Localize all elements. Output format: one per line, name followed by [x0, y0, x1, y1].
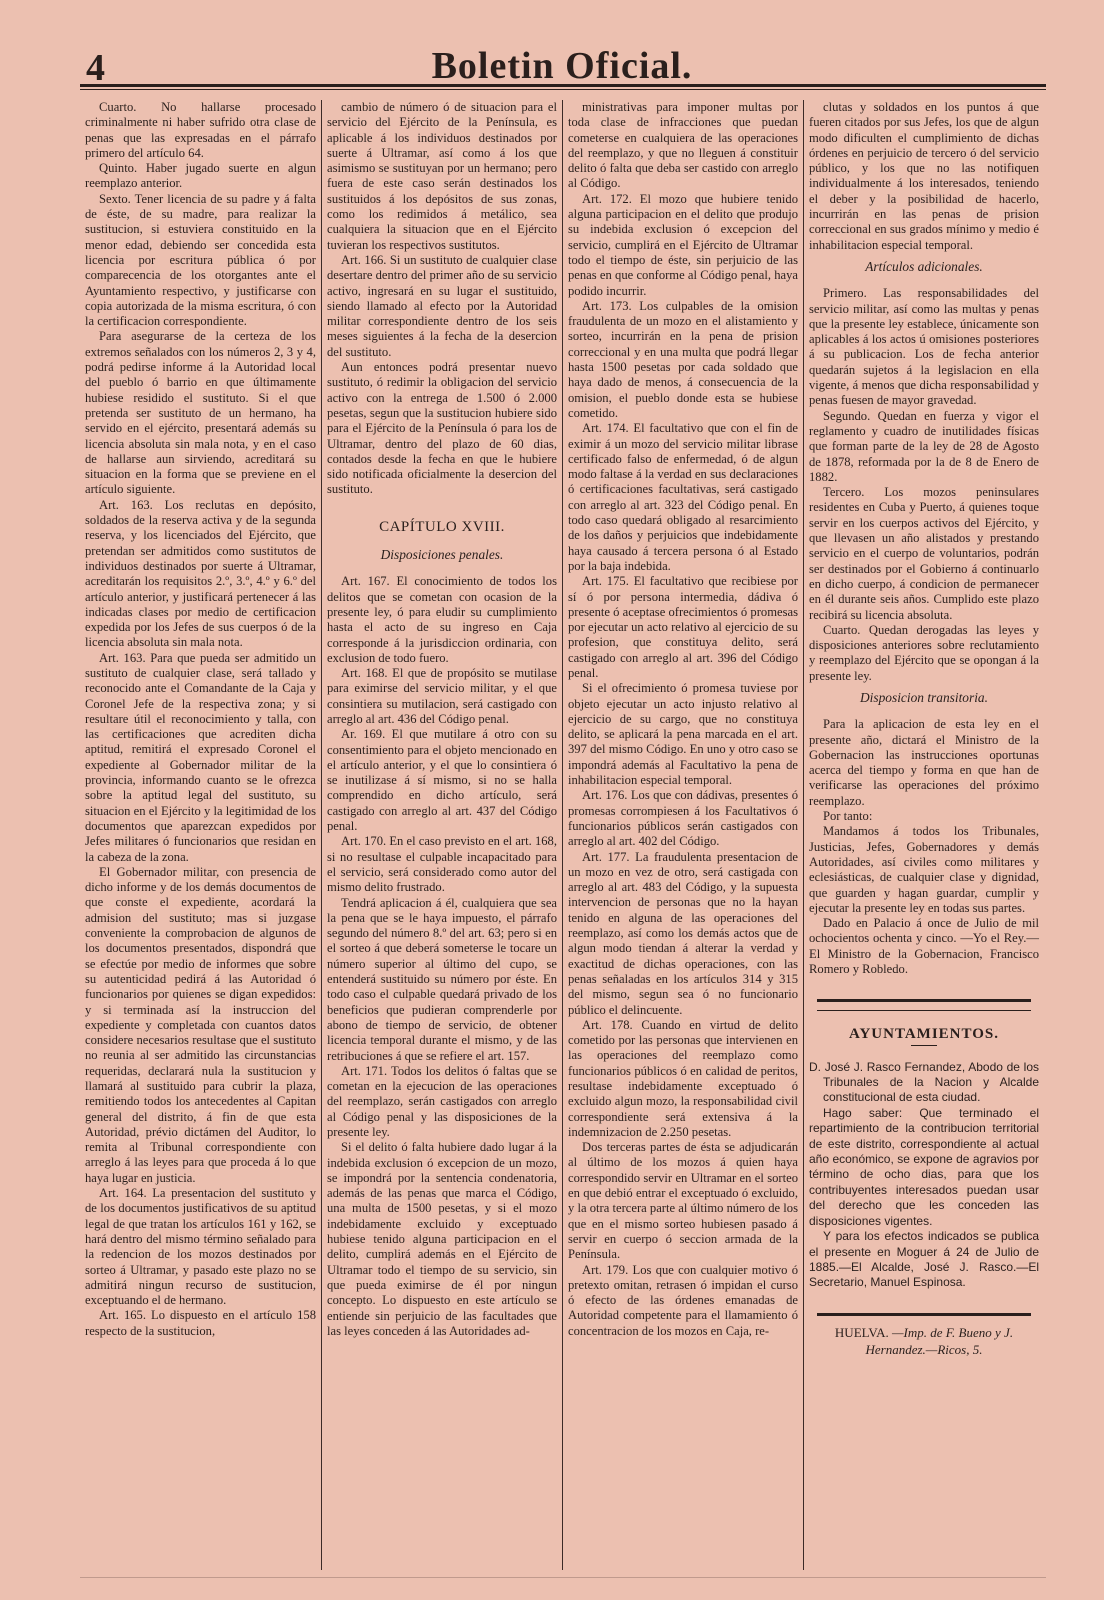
- paragraph: Art. 179. Los que con cualquier motivo ó pretexto omitan, retrasen ó impidan el curso ó efecto de las órdenes emanadas de Autoridad competente para el llamamiento ó concentracion de los mozos en Caja, re-: [568, 1262, 798, 1338]
- paragraph: Art. 163. Para que pueda ser admitido un sustituto de cualquier clase, será tallado y reconocido ante el Comandante de la Caja y Coronel Jefe de la respectiva zona; y si resultare útil el reconocimiento y talla, con las certificaciones que acrediten dicha aptitud, remitirá el expresado Coronel el expediente al Gobernador militar de la provincia, informando cuanto se le ofrezca sobre la aptitud legal del sustituto, su situacion en el Ejército y la legitimidad de los documentos que aparezcan expedidos por Jefes militares ó funcionarios que residan en la cabeza de la zona.: [85, 650, 316, 864]
- edict-paragraph: Hago saber: Que terminado el repartimiento de la contribucion territorial de este distrito, correspondiente al actual año económico, se expone de agravios por término de ocho dias, para que los contribuyentes interesados puedan usar del derecho que les conceden las disposiciones vigentes.: [809, 1105, 1039, 1228]
- paragraph: Por tanto:: [823, 809, 873, 824]
- imprint-text: —Imp. de F. Bueno y J. Hernandez.—Ricos, 5.: [865, 1324, 1014, 1357]
- paragraph: Art. 170. En el caso previsto en el art. 168, si no resultase el culpable incapacitado para el servicio, será considerado como autor del mismo delito frustrado.: [327, 834, 557, 895]
- header-rule: [80, 84, 1046, 87]
- paragraph: Para la aplicacion de esta ley en el presente año, dictará el Ministro de la Gobernacion las instrucciones oportunas acerca del tiempo y forma en que han de verificarse las operaciones del próximo reemplazo.: [809, 717, 1039, 808]
- paragraph: Cuarto. Quedan derogadas las leyes y disposiciones anteriores sobre reclutamiento y reemplazo del Ejército que se opongan á la presente ley.: [809, 622, 1039, 683]
- page-bottom-edge: [80, 1577, 1046, 1578]
- paragraph: Art. 168. El que de propósito se mutilase para eximirse del servicio militar, y el que consintiera su mutilacion, será castigado con arreglo al art. 436 del Código penal.: [327, 666, 557, 726]
- paragraph: Art. 172. El mozo que hubiere tenido alguna participacion en el delito que produjo su indebida exclusion ó excepcion del servicio, cumplirá en el Ejército de Ultramar todo el tiempo de éste, sin perjuicio de las penas en que conforme al Código penal, haya podido incurrir.: [568, 191, 798, 298]
- paragraph: Dos terceras partes de ésta se adjudicarán al último de los mozos á quien haya correspondido servir en Ultramar en el sorteo en que debió entrar el exceptuado ó excluido, y la otra tercera parte al último número de los que en el mismo sorteo hubiesen pasado á servir en cuerpo ó seccion armada de la Península.: [568, 1140, 798, 1262]
- paragraph: Art. 177. La fraudulenta presentacion de un mozo en vez de otro, será castigada con arreglo al art. 483 del Código, y la supuesta intervencion de personas que no la hayan tenido en alguna de las operaciones del reemplazo, así como los demás actos que de algun modo tiendan á alterar la verdad y exactitud de dichas operaciones, con las penas señaladas en los artículos 314 y 315 del mismo, segun sea ó no funcionario público el delincuente.: [568, 849, 798, 1017]
- paragraph: Primero. Las responsabilidades del servicio militar, así como las multas y penas que la presente ley establece, únicamente son aplicables á los actos ú omisiones posteriores á su publicacion. Los de fecha anterior quedarán sujetos á la legislacion en ella vigente, á menos que dicha responsabilidad y penas fuesen de mayor gravedad.: [809, 286, 1039, 408]
- heading-underline: [911, 1045, 937, 1046]
- section-divider-thin: [817, 1010, 1031, 1011]
- paragraph: Tercero. Los mozos peninsulares residentes en Cuba y Puerto, á quienes toque servir en los cuerpos activos del Ejército, y que llevasen un año alistados y prestando servicio en el cuerpo de voluntarios, podrán ser destinados por el Gobierno á continuarlo en dicho cuerpo, á condicion de permanecer en él durante seis años. Cumplido este plazo recibirá su licencia absoluta.: [809, 485, 1039, 622]
- column-2: [321, 100, 562, 1570]
- paragraph: Tendrá aplicacion á él, cualquiera que sea la pena que se le haya impuesto, el párrafo segundo del número 8.º del art. 63; pero si en el sorteo á que deberá someterse le tocare un número superior al último del cupo, se entenderá sustituido su número por éste. En todo caso el culpable quedará privado de los beneficios que pudieran comprenderle por abono de tiempo de servicio, de obtener licencia temporal durante el mismo, y de las retribuciones á que se refiere el art. 157.: [327, 895, 557, 1063]
- paragraph: cambio de número ó de situacion para el servicio del Ejército de la Península, es aplicable á los individuos destinados por suerte á Ultramar, así como á los que asimismo se sustituyan por un hermano; pero fuera de este caso serán destinados los sustituidos á los depósitos de sus zonas, como los redimidos á metálico, sea cualquiera la situacion que en el Ejército tuvieran los respectivos sustitutos.: [327, 100, 557, 252]
- paragraph: ministrativas para imponer multas por toda clase de infracciones que puedan cometerse en cualquiera de las operaciones del reemplazo, y que no lleguen á constituir delito ó falta que deba ser castido con arreglo al Código.: [568, 100, 798, 191]
- paragraph: Art. 173. Los culpables de la omision fraudulenta de un mozo en el alistamiento y sorteo, incurrirán en la pena de prision correccional y en una multa que podrá llegar hasta 1500 pesetas por cada soldado que haya dado de menos, á consecuencia de la omision, el pueblo donde esta se hubiese cometido.: [568, 298, 798, 420]
- paragraph: Cuarto. No hallarse procesado criminalmente ni haber sufrido otra clase de penas que las expresadas en el párrafo primero del artículo 64.: [85, 100, 316, 160]
- paragraph: Art. 164. La presentacion del sustituto y de los documentos justificativos de su aptitud legal de que tratan los artículos 161 y 162, se hará dentro del mismo término señalado para la redencion de los mozos destinados por sorteo á Ultramar, y pasado este plazo no se admitirá ningun recurso de sustitucion, exceptuando el de hermano.: [85, 1186, 316, 1308]
- chapter-subheading: Disposiciones penales.: [380, 547, 504, 563]
- transitory-heading: Disposicion transitoria.: [860, 689, 988, 705]
- imprint-city: HUELVA.: [834, 1324, 889, 1340]
- column-3: [562, 100, 803, 1570]
- paragraph: Art. 174. El facultativo que con el fin de eximir á un mozo del servicio militar librase certificado falso de enfermedad, ó de algun modo faltase á la verdad en sus declaraciones ó certificaciones facultativas, será castigado con arreglo al art. 323 del Código penal. En todo caso quedará obligado al resarcimiento de los daños y perjuicios que indebidamente haya causado á tercera persona ó al Estado por la baja indebida.: [568, 421, 798, 573]
- imprint: [809, 1324, 1039, 1358]
- paragraph: Para asegurarse de la certeza de los extremos señalados con los números 2, 3 y 4, podrá pedirse informe á la Autoridad local del pueblo ó barrio en que últimamente hubiese residido el sustituto. Si el que pretenda ser sustituto de un hermano, ha servido en el ejército, presentará además su licencia absoluta sin mala nota, y en el caso de hallarse aun sirviendo, acreditará su situacion en la forma que se previene en el artículo siguiente.: [85, 329, 316, 497]
- ayuntamientos-heading: AYUNTAMIENTOS.: [848, 1026, 999, 1043]
- paragraph: Art. 167. El conocimiento de todos los delitos que se cometan con ocasion de la presente ley, ó para eludir su cumplimiento hasta el acto de su ingreso en Caja corresponde á la jurisdiccion ordinaria, con exclusion de todo fuero.: [327, 574, 557, 665]
- text-columns: [80, 100, 1046, 1570]
- edict-paragraph: Y para los efectos indicados se publica el presente en Moguer á 24 de Julio de 1885.—El Alcalde, José J. Rasco.—El Secretario, Manuel Espinosa.: [809, 1229, 1039, 1290]
- paragraph: Art. 166. Si un sustituto de cualquier clase desertare dentro del primer año de su servicio activo, ingresará en su lugar el sustituido, siendo llamado al efecto por la Autoridad militar correspondiente dentro de los seis meses siguientes á la fecha de la desercion del sustituto.: [327, 252, 557, 359]
- page-header: [80, 40, 1044, 90]
- paragraph: clutas y soldados en los puntos á que fueren citados por sus Jefes, los que de algun modo dificulten el cumplimiento de dichas órdenes en perjuicio de tercero ó del servicio público, y los que no las notifiquen individualmente á los interesados, teniendo el deber y la posibilidad de hacerlo, incurrirán en las penas de prision correccional en sus grados mínimo y medio é inhabilitacion especial temporal.: [809, 100, 1039, 252]
- edict-notice: [809, 1060, 1039, 1291]
- section-divider: [817, 999, 1031, 1002]
- paragraph: Mandamos á todos los Tribunales, Justicias, Jefes, Gobernadores y demás Autoridades, así civiles como militares y eclesiásticas, de cualquier clase y dignidad, que guarden y hagan guardar, cumplir y ejecutar la presente ley en todas sus partes.: [809, 824, 1039, 915]
- masthead-title: Boletin Oficial.: [431, 45, 693, 87]
- paragraph: El Gobernador militar, con presencia de dicho informe y de los demás documentos de que conste el expediente, acordará la admision del sustituto; mas si juzgase conveniente la comprobacion de algunos de los documentos presentados, dispondrá que se efectúe por medio de informes que sobre su autenticidad pedirá á las Autoridad ó funcionarios por quienes se digan expedidos: y si terminada así la instruccion del expediente y completada con cuantos datos considere necesarios resultase que el sustituto no reunia al ser admitido las circunstancias requeridas, declarará nula la sustitucion y llamará al sustituido para cubrir la plaza, remitiendo todos los antecedentes al Capitan general del distrito, á fin de que esta Autoridad, prévio dictámen del Auditor, lo remita al Tribunal correspondiente con arreglo á las leyes para que proceda á lo que haya lugar en justicia.: [85, 864, 316, 1185]
- column-4: [803, 100, 1044, 1570]
- column-1: [80, 100, 321, 1570]
- imprint-divider: [817, 1313, 1031, 1316]
- chapter-heading: CAPÍTULO XVIII.: [379, 518, 505, 535]
- edict-paragraph: D. José J. Rasco Fernandez, Abodo de los Tribunales de la Nacion y Alcalde constitucional de esta ciudad.: [809, 1059, 1039, 1105]
- paragraph: Art. 178. Cuando en virtud de delito cometido por las personas que intervienen en las operaciones del reemplazo como funcionarios públicos ó en calidad de peritos, resultase indebidamente exceptuado ó excluido algun mozo, la responsabilidad civil correspondiente será extensiva á la indemnizacion de 2.250 pesetas.: [568, 1017, 798, 1139]
- page-number: 4: [86, 47, 105, 89]
- header-rule-thin: [80, 89, 1046, 90]
- paragraph: Aun entonces podrá presentar nuevo sustituto, ó redimir la obligacion del servicio activo con la entrega de 1.500 ó 2.000 pesetas, segun que la sustitucion hubiere sido para el Ejército de la Península ó para los de Ultramar, dentro del plazo de 60 dias, contados desde la fecha en que le hubiere sido notificada oficialmente la desercion del sustituto.: [327, 360, 557, 497]
- paragraph: Segundo. Quedan en fuerza y vigor el reglamento y cuadro de inutilidades físicas que forman parte de la ley de 28 de Agosto de 1878, reformada por la de 8 de Enero de 1882.: [809, 408, 1039, 484]
- paragraph: Si el delito ó falta hubiere dado lugar á la indebida exclusion ó excepcion de un mozo, se impondrá por la sentencia condenatoria, además de las penas que marca el Código, una multa de 1500 pesetas, y si el mozo indebidamente excluido y exceptuado hubiese tenido alguna participacion en el delito, cumplirá además en el Ejército de Ultramar todo el tiempo de su servicio, sin que pueda eximirse de él por ningun concepto. Lo dispuesto en este artículo se entiende sin perjuicio de las facultades que las leyes conceden á las Autoridades ad-: [327, 1140, 557, 1338]
- paragraph: Art. 175. El facultativo que recibiese por sí ó por persona intermedia, dádiva ó presente ó aceptase ofrecimientos ó promesas por ejecutar un acto relativo al ejercicio de su profesion, que constituya delito, será castigado con arreglo al art. 396 del Código penal.: [568, 574, 798, 680]
- paragraph: Sexto. Tener licencia de su padre y á falta de éste, de su madre, para realizar la sustitucion, si estuviera constituido en la menor edad, debiendo ser concedida esta licencia por escritura pública ó por comparecencia de los otorgantes ante el Ayuntamiento respectivo, y justificarse con copia autorizada de la misma escritura, ó con la certificacion correspondiente.: [85, 191, 316, 329]
- paragraph: Art. 165. Lo dispuesto en el artículo 158 respecto de la sustitucion,: [85, 1308, 316, 1338]
- paragraph: Art. 163. Los reclutas en depósito, soldados de la reserva activa y de la segunda reserva, y los licenciados del Ejército, que pretendan ser admitidos como sustitutos de individuos destinados por suerte á Ultramar, acreditarán los requisitos 2.º, 3.º, 4.º y 6.º del artículo anterior, y justificará pertenecer á las indicadas clases por medio de certificacion expedida por los Jefes de sus cuerpos ó de la licencia absoluta sin mala nota.: [85, 497, 316, 650]
- paragraph: Si el ofrecimiento ó promesa tuviese por objeto ejecutar un acto injusto relativo al ejercicio de su cargo, que no constituya delito, se aplicará la pena marcada en el art. 397 del mismo Código. En uno y otro caso se impondrá además al Facultativo la pena de inhabilitacion especial temporal.: [568, 681, 798, 788]
- paragraph: Dado en Palacio á once de Julio de mil ochocientos ochenta y cinco. —Yo el Rey.—El Ministro de la Gobernacion, Francisco Romero y Robledo.: [809, 916, 1039, 977]
- paragraph: Art. 171. Todos los delitos ó faltas que se cometan en la ejecucion de las operaciones del reemplazo, serán castigados con arreglo al Código penal y las disposiciones de la presente ley.: [327, 1063, 557, 1139]
- paragraph: Art. 176. Los que con dádivas, presentes ó promesas corrompiesen á los Facultativos ó funcionarios públicos serán castigados con arreglo al art. 402 del Código.: [568, 788, 798, 849]
- paragraph: Quinto. Haber jugado suerte en algun reemplazo anterior.: [85, 161, 316, 191]
- paragraph: Ar. 169. El que mutilare á otro con su consentimiento para el objeto mencionado en el artículo anterior, y el que lo consintiera ó se inutilizase á sí mismo, si no se halla comprendido en dicho artículo, será castigado con arreglo al art. 437 del Código penal.: [327, 727, 557, 834]
- additional-articles-heading: Artículos adicionales.: [865, 258, 983, 274]
